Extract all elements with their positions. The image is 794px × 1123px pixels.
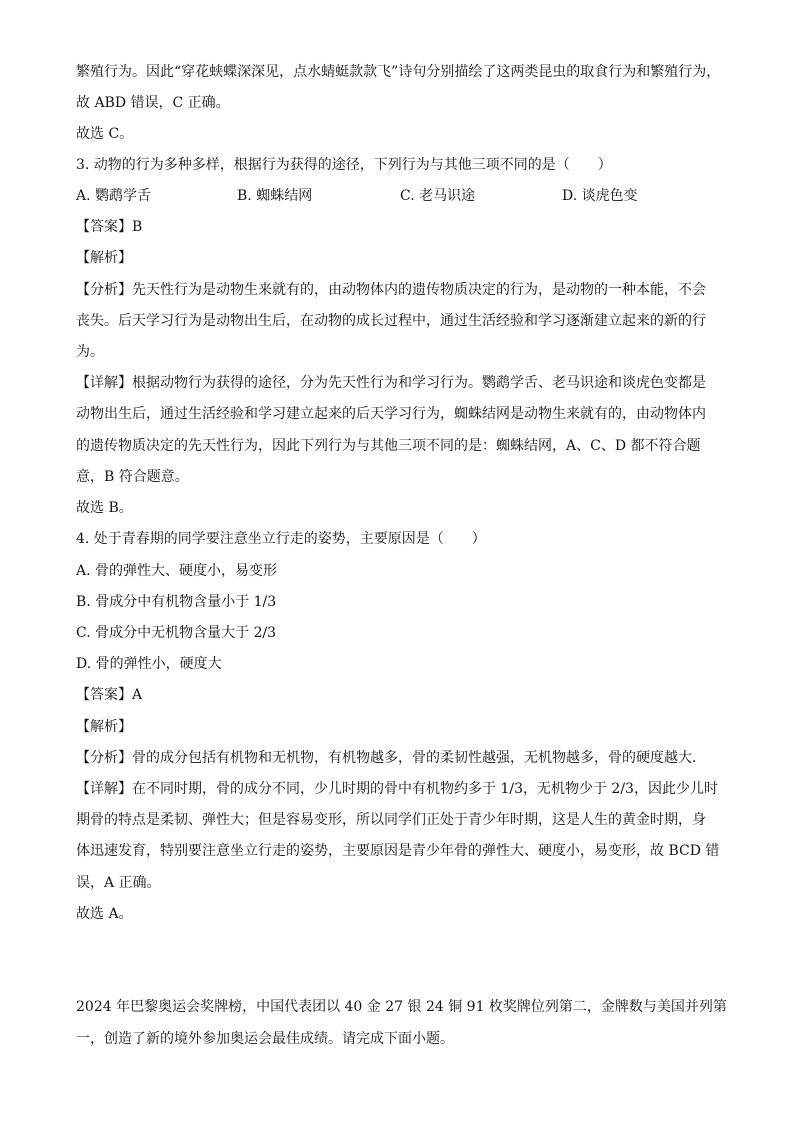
question-3-answer: 【答案】B (76, 219, 143, 235)
question-4-xiangjie: 【详解】在不同时期，骨的成分不同，少儿时期的骨中有机物约多于 1/3，无机物少于 2/3，因此少儿时 (76, 781, 718, 797)
question-4-xiangjie: 误，A 正确。 (76, 875, 161, 891)
question-4-xiangjie: 体迅速发育，特别要注意坐立行走的姿势，主要原因是青少年骨的弹性大、硬度小，易变形，故 BCD 错 (76, 843, 720, 859)
question-3-analysis-heading: 【解析】 (76, 250, 132, 266)
question-3-option-a: A. 鹦鹉学舌 (76, 188, 152, 204)
question-4-option-b: B. 骨成分中有机物含量小于 1/3 (76, 594, 277, 610)
text-line: 故选 C。 (76, 126, 134, 142)
question-4-stem: 4. 处于青春期的同学要注意坐立行走的姿势，主要原因是（ ） (76, 531, 486, 547)
question-3-xiangjie: 【详解】根据动物行为获得的途径，分为先天性行为和学习行为。鹦鹉学舌、老马识途和谈虎色变都是 (76, 375, 706, 391)
question-4-fenxi: 【分析】骨的成分包括有机物和无机物，有机物越多，骨的柔韧性越强，无机物越多，骨的硬度越大． (76, 750, 706, 766)
question-3-stem: 3. 动物的行为多种多样，根据行为获得的途径，下列行为与其他三项不同的是（ ） (76, 157, 612, 173)
question-3-fenxi: 丧失。后天学习行为是动物出生后，在动物的成长过程中，通过生活经验和学习逐渐建立起来的新的行 (76, 313, 706, 329)
passage-text: 一，创造了新的境外参加奥运会最佳成绩。请完成下面小题。 (76, 1031, 454, 1047)
question-3-option-b: B. 蜘蛛结网 (237, 188, 313, 204)
question-4-analysis-heading: 【解析】 (76, 719, 132, 735)
question-3-choice: 故选 B。 (76, 500, 133, 516)
question-3-option-c: C. 老马识途 (400, 188, 476, 204)
question-4-option-d: D. 骨的弹性小，硬度大 (76, 656, 222, 672)
question-3-option-d: D. 谈虎色变 (562, 188, 638, 204)
text-line: 繁殖行为。因此“穿花蛱蝶深深见，点水蜻蜓款款飞”诗句分别描绘了这两类昆虫的取食行为和繁殖行为， (76, 64, 721, 80)
question-3-fenxi: 为。 (76, 344, 104, 360)
question-4-xiangjie: 期骨的特点是柔韧、弹性大；但是容易变形，所以同学们正处于青少年时期，这是人生的黄金时期，身 (76, 812, 706, 828)
question-3-xiangjie: 的遗传物质决定的先天性行为，因此下列行为与其他三项不同的是：蜘蛛结网，A、C、D 都不符合题 (76, 438, 701, 454)
passage-text: 2024 年巴黎奥运会奖牌榜，中国代表团以 40 金 27 银 24 铜 91 枚奖牌位列第二，金牌数与美国并列第 (76, 999, 727, 1015)
question-3-fenxi: 【分析】先天性行为是动物生来就有的，由动物体内的遗传物质决定的行为，是动物的一种本能，不会 (76, 282, 706, 298)
question-4-choice: 故选 A。 (76, 906, 133, 922)
question-4-option-c: C. 骨成分中无机物含量大于 2/3 (76, 625, 277, 641)
text-line: 故 ABD 错误，C 正确。 (76, 95, 230, 111)
question-3-xiangjie: 意，B 符合题意。 (76, 469, 189, 485)
question-4-answer: 【答案】A (76, 687, 143, 703)
question-4-option-a: A. 骨的弹性大、硬度小，易变形 (76, 563, 278, 579)
question-3-xiangjie: 动物出生后，通过生活经验和学习建立起来的后天学习行为，蜘蛛结网是动物生来就有的，由动物体内 (76, 406, 706, 422)
